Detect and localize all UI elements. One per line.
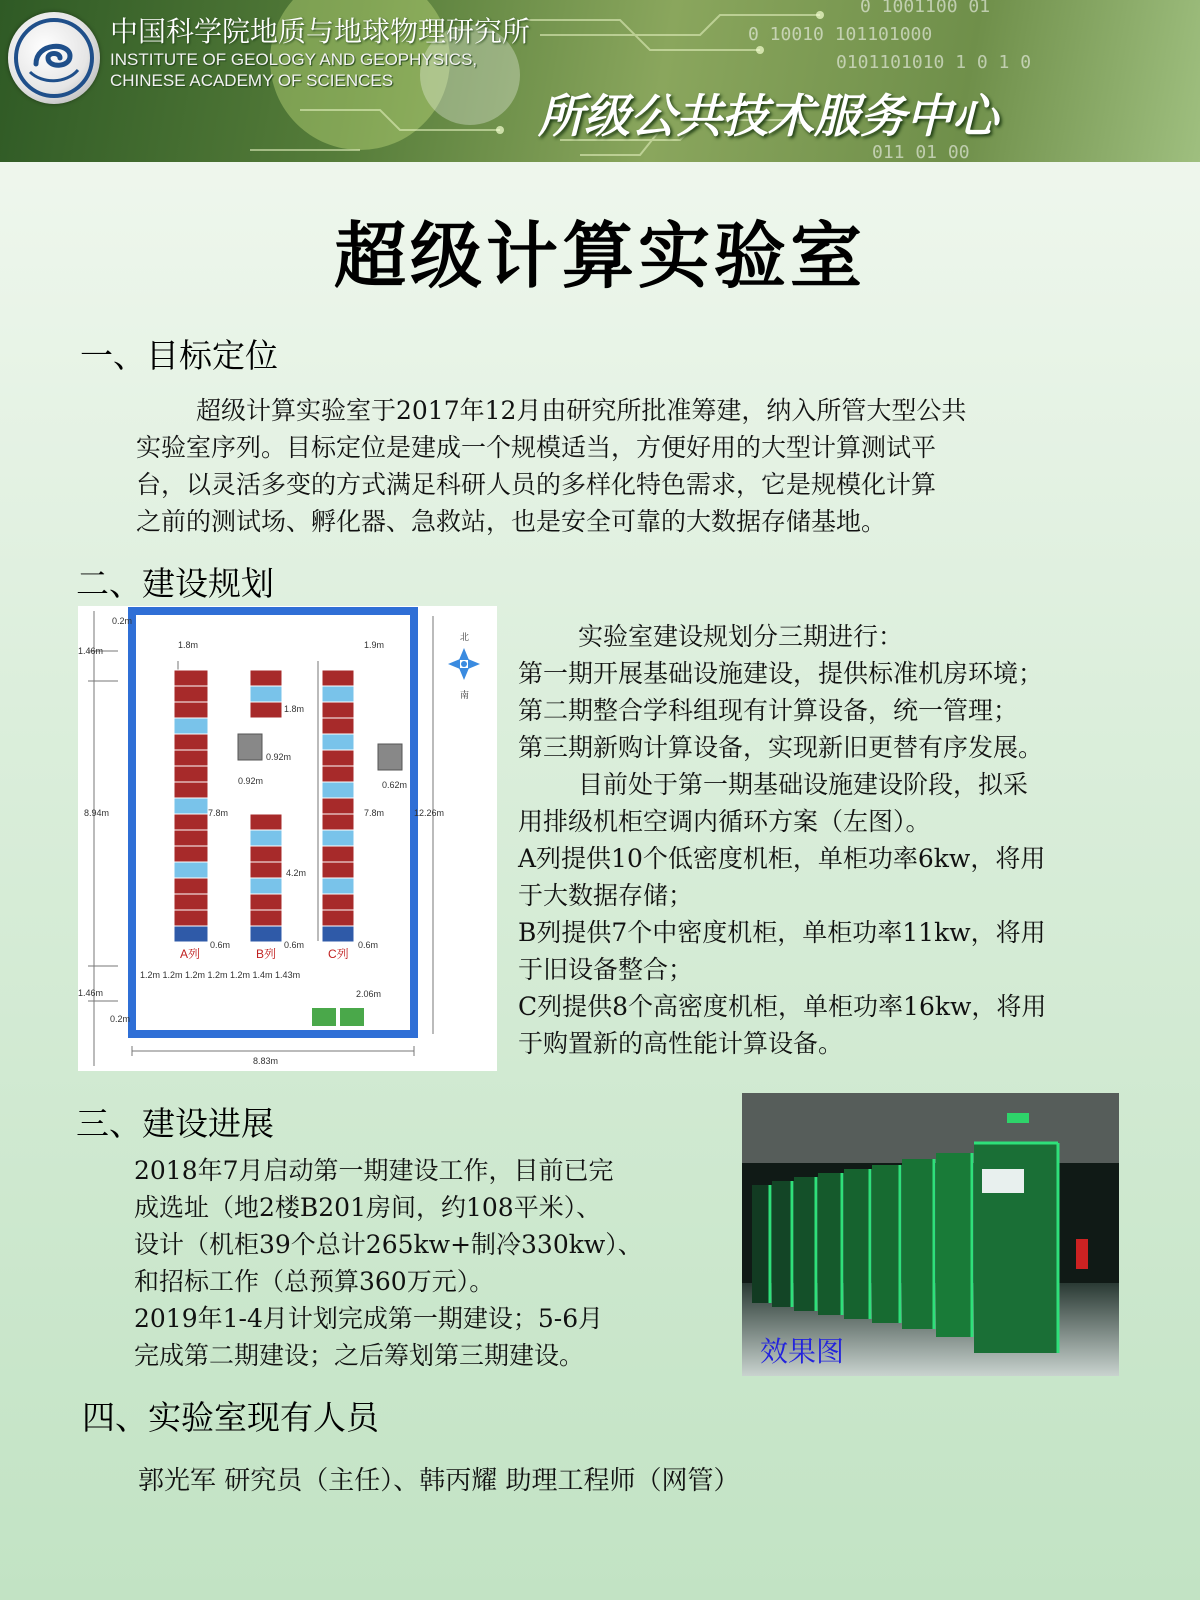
- paragraph-line: 用排级机柜空调内循环方案（左图）。: [518, 807, 931, 836]
- fire-extinguisher-icon: [1076, 1239, 1088, 1269]
- cabinet-column-b: [238, 670, 282, 942]
- dim-label: 1.8m: [178, 640, 199, 650]
- center-name: 所级公共技术服务中心: [538, 89, 998, 143]
- paragraph-line: 第二期整合学科组现有计算设备，统一管理；: [518, 696, 1019, 725]
- institute-name-en-line1: INSTITUTE OF GEOLOGY AND GEOPHYSICS,: [110, 50, 478, 69]
- door-icon: [340, 1008, 364, 1026]
- paragraph-line: 台，以灵活多变的方式满足科研人员的多样化特色需求，它是规模化计算: [136, 470, 937, 499]
- paragraph-line: 超级计算实验室于2017年12月由研究所批准筹建，纳入所管大型公共: [196, 396, 967, 425]
- paragraph-line: 于购置新的高性能计算设备。: [518, 1029, 844, 1058]
- door-icon: [312, 1008, 336, 1026]
- section-heading-planning: 二、建设规划: [76, 564, 274, 603]
- logo-emblem-icon: [8, 12, 100, 104]
- dim-label: 7.8m: [208, 808, 229, 818]
- dim-label: 0.92m: [266, 752, 292, 762]
- binary-text-2: 0 10010 101101000: [748, 24, 933, 45]
- dim-label: 8.83m: [253, 1056, 279, 1066]
- dim-label: 0.62m: [382, 780, 408, 790]
- photo-caption: 效果图: [760, 1335, 845, 1368]
- paragraph-line: 第一期开展基础设施建设，提供标准机房环境；: [518, 659, 1044, 688]
- paragraph-line: 于旧设备整合；: [518, 955, 694, 984]
- dim-label: 1.9m: [364, 640, 385, 650]
- paragraph-line: 第三期新购计算设备，实现新旧更替有序发展。: [518, 733, 1044, 762]
- paragraph-line: 和招标工作（总预算360万元）。: [134, 1267, 495, 1296]
- binary-text-1: 0 1001100 01: [860, 0, 991, 17]
- institute-logo: [8, 12, 100, 104]
- exit-sign-icon: [1007, 1113, 1029, 1123]
- progress-paragraph: [134, 1152, 643, 1374]
- paragraph-line: 目前处于第一期基础设施建设阶段，拟采: [578, 770, 1029, 799]
- paragraph-line: 2019年1-4月计划完成第一期建设；5-6月: [134, 1304, 604, 1333]
- planning-paragraph: [518, 618, 1046, 1062]
- dim-label: 0.92m: [238, 776, 264, 786]
- dim-label: 0.6m: [284, 940, 305, 950]
- floor-plan-svg: [78, 606, 497, 1071]
- institute-name-en-line2: CHINESE ACADEMY OF SCIENCES: [110, 71, 394, 90]
- column-label-c: C列: [328, 947, 349, 961]
- page-title: 超级计算实验室: [333, 214, 866, 298]
- paragraph-line: 实验室序列。目标定位是建成一个规模适当，方便好用的大型计算测试平: [136, 433, 937, 462]
- staff-list: 郭光军 研究员（主任）、韩丙耀 助理工程师（网管）: [138, 1466, 740, 1496]
- paragraph-line: 实验室建设规划分三期进行：: [578, 622, 904, 651]
- compass-north: 北: [460, 632, 470, 642]
- column-label-b: B列: [256, 947, 277, 961]
- header-banner: [0, 0, 1200, 162]
- dim-label: 12.26m: [414, 808, 445, 818]
- cabinet-column-c: [322, 670, 402, 942]
- binary-text-3: 0101101010 1 0 1 0: [836, 52, 1032, 73]
- section-heading-progress: 三、建设进展: [76, 1104, 274, 1143]
- dim-label: 1.46m: [78, 988, 104, 998]
- brand-label: [982, 1169, 1024, 1193]
- dim-label: 0.6m: [210, 940, 231, 950]
- paragraph-line: 成选址（地2楼B201房间，约108平米）、: [134, 1193, 602, 1222]
- paragraph-line: B列提供7个中密度机柜，单柜功率11kw，将用: [518, 918, 1046, 947]
- dim-label: 8.94m: [84, 808, 110, 818]
- paragraph-line: 于大数据存储；: [518, 881, 694, 910]
- paragraph-line: 2018年7月启动第一期建设工作，目前已完: [134, 1156, 614, 1185]
- section-heading-staff: 四、实验室现有人员: [82, 1398, 379, 1437]
- dim-label: 7.8m: [364, 808, 385, 818]
- compass-south: 南: [460, 690, 470, 700]
- binary-text-4: 011 01 00: [872, 142, 970, 162]
- positioning-paragraph: [136, 392, 966, 540]
- institute-name-cn: 中国科学院地质与地球物理研究所: [110, 15, 531, 48]
- compass-icon: [448, 648, 480, 680]
- dim-label: 0.2m: [110, 1014, 131, 1024]
- paragraph-line: A列提供10个低密度机柜，单柜功率6kw，将用: [518, 844, 1046, 873]
- dim-label: 1.2m 1.2m 1.2m 1.2m 1.2m 1.4m 1.43m: [140, 970, 301, 980]
- dim-label: 4.2m: [286, 868, 307, 878]
- floor-plan-diagram: [78, 606, 497, 1071]
- paragraph-line: 设计（机柜39个总计265kw+制冷330kw）、: [134, 1230, 643, 1259]
- dim-label: 0.6m: [358, 940, 379, 950]
- dim-label: 0.2m: [112, 616, 133, 626]
- paragraph-line: C列提供8个高密度机柜，单柜功率16kw，将用: [518, 992, 1047, 1021]
- dim-label: 2.06m: [356, 989, 382, 999]
- cabinet-column-a: [174, 670, 208, 942]
- section-heading-positioning: 一、目标定位: [80, 336, 278, 375]
- dim-label: 1.8m: [284, 704, 305, 714]
- column-label-a: A列: [180, 947, 201, 961]
- paragraph-line: 之前的测试场、孵化器、急救站，也是安全可靠的大数据存储基地。: [136, 507, 887, 536]
- paragraph-line: 完成第二期建设；之后筹划第三期建设。: [134, 1341, 585, 1370]
- dim-label: 1.46m: [78, 646, 104, 656]
